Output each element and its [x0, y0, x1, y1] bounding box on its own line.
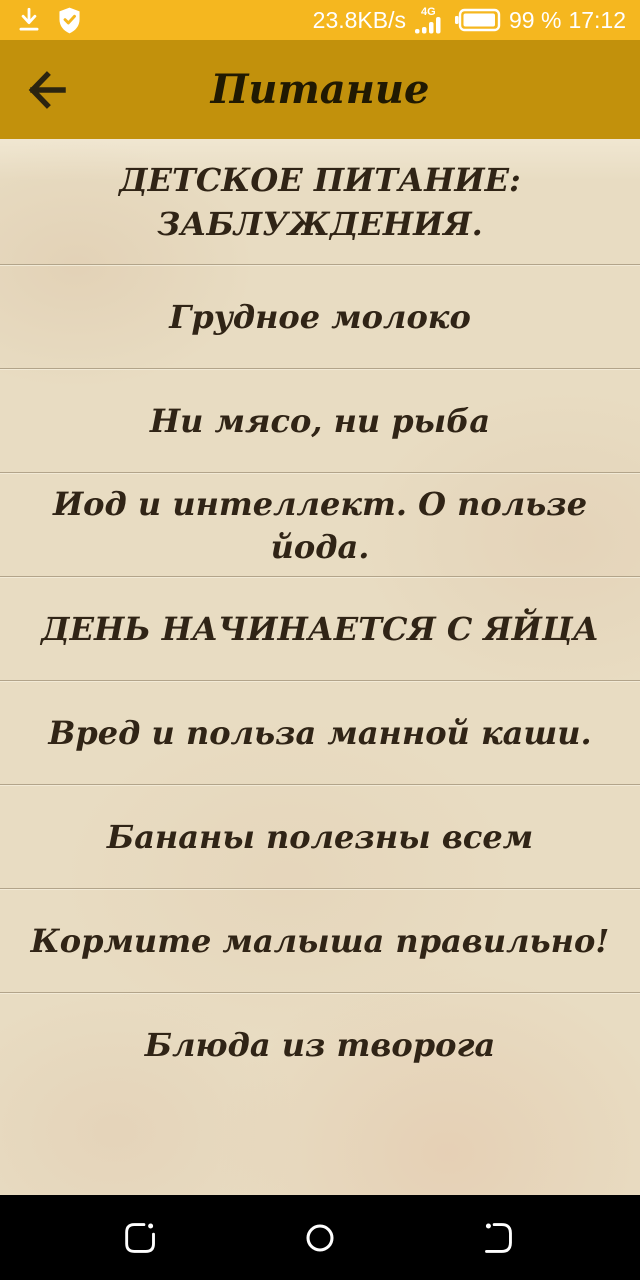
- list-item[interactable]: [0, 786, 640, 890]
- battery-icon: [454, 7, 502, 33]
- nav-recents-button[interactable]: [474, 1214, 522, 1262]
- nav-home-button[interactable]: [296, 1214, 344, 1262]
- nav-recents-icon: [475, 1215, 521, 1261]
- list-item[interactable]: [0, 266, 640, 370]
- download-icon: [16, 6, 42, 34]
- back-arrow-icon: [25, 68, 71, 112]
- list-item-label: Ни мясо, ни рыба: [149, 402, 491, 441]
- content-area: [0, 139, 640, 1195]
- status-bar: [0, 0, 640, 40]
- shield-check-icon: [56, 6, 83, 35]
- list-item-label: ДЕНЬ НАЧИНАЕТСЯ С ЯЙЦА: [41, 610, 599, 649]
- network-type-label: 4G: [421, 6, 436, 18]
- list-item-label: Иод и интеллект. О пользе йода.: [52, 484, 588, 566]
- app-bar: [0, 40, 640, 139]
- list-item[interactable]: [0, 890, 640, 994]
- article-list: [0, 139, 640, 1098]
- nav-back-icon: [119, 1215, 165, 1261]
- clock: 17:12: [568, 6, 626, 33]
- list-item[interactable]: [0, 370, 640, 474]
- list-item[interactable]: [0, 139, 640, 266]
- list-item[interactable]: [0, 682, 640, 786]
- navigation-bar: [0, 1195, 640, 1280]
- signal-4g-icon: [413, 4, 447, 36]
- list-item[interactable]: [0, 474, 640, 578]
- nav-home-icon: [297, 1215, 343, 1261]
- battery-percent: 99 %: [509, 6, 562, 33]
- list-item-label: Кормите малыша правильно!: [30, 922, 610, 961]
- nav-back-button[interactable]: [118, 1214, 166, 1262]
- status-bar-left: [16, 6, 83, 35]
- list-item-label: ДЕТСКОЕ ПИТАНИЕ: ЗАБЛУЖДЕНИЯ.: [119, 161, 521, 243]
- list-item-label: Бананы полезны всем: [106, 818, 534, 857]
- status-bar-right: [313, 4, 626, 36]
- list-item[interactable]: [0, 994, 640, 1098]
- list-item-label: Грудное молоко: [169, 298, 471, 337]
- list-item-label: Блюда из творога: [144, 1026, 496, 1065]
- network-speed: 23.8KB/s: [312, 6, 406, 33]
- page-title: Питание: [210, 66, 430, 113]
- list-item[interactable]: [0, 578, 640, 682]
- back-button[interactable]: [18, 60, 78, 120]
- list-item-label: Вред и польза манной каши.: [48, 714, 592, 753]
